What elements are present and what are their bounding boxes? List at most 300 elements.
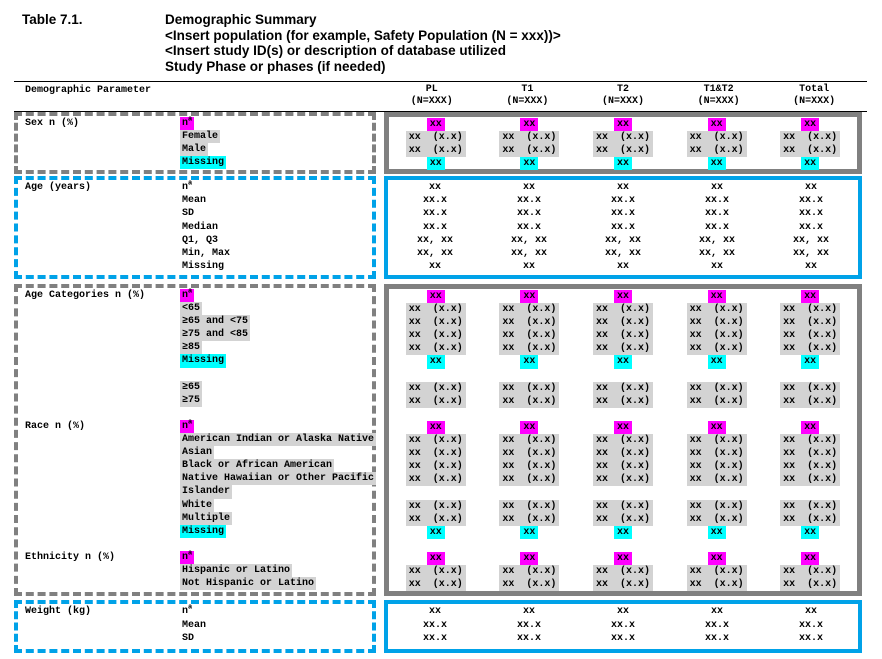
header-top-rule bbox=[14, 81, 867, 82]
data-cell bbox=[389, 421, 483, 434]
data-value: xx (x.x) bbox=[593, 473, 653, 486]
group-label-box bbox=[14, 112, 376, 174]
row-label-text: $n^a$ bbox=[182, 549, 193, 563]
data-cell bbox=[670, 434, 764, 447]
data-cells bbox=[388, 221, 858, 234]
data-cell bbox=[482, 605, 576, 619]
spacer-row bbox=[389, 408, 857, 421]
data-cell bbox=[670, 500, 764, 513]
data-value: xx bbox=[616, 182, 629, 193]
data-value: xx (x.x) bbox=[499, 460, 559, 473]
data-cells bbox=[388, 194, 858, 207]
data-value: xx (x.x) bbox=[687, 382, 747, 395]
data-cell bbox=[483, 329, 577, 342]
table-row bbox=[18, 420, 372, 433]
table-row bbox=[18, 302, 372, 315]
data-cells bbox=[389, 578, 857, 591]
data-cells bbox=[388, 619, 858, 633]
data-value: xx bbox=[804, 606, 817, 617]
data-value: xx, xx bbox=[792, 247, 829, 259]
data-value: xx (x.x) bbox=[687, 342, 747, 355]
row-label-text: ≥65 and <75 bbox=[182, 316, 249, 328]
data-cell bbox=[764, 260, 858, 273]
data-cell bbox=[576, 382, 670, 395]
data-cell bbox=[670, 118, 764, 131]
data-value: xx (x.x) bbox=[780, 131, 840, 144]
group-label: Sex n (%) bbox=[25, 118, 80, 129]
data-value: xx (x.x) bbox=[687, 434, 747, 447]
data-value: xx (x.x) bbox=[687, 565, 747, 578]
column-n-label: (N=XXX) bbox=[697, 96, 740, 107]
title-line: <Insert study ID(s) or description of database utilized bbox=[165, 43, 506, 58]
table-row bbox=[389, 355, 857, 368]
table-row bbox=[389, 447, 857, 460]
data-cell bbox=[576, 434, 670, 447]
data-cell bbox=[763, 290, 857, 303]
table-row bbox=[18, 234, 372, 247]
row-label bbox=[180, 181, 194, 194]
data-value: xx, xx bbox=[698, 247, 735, 259]
data-value: xx, xx bbox=[510, 247, 547, 259]
row-label-text: $n^a$ bbox=[182, 115, 193, 129]
column-n-label: (N=XXX) bbox=[506, 96, 549, 107]
data-cell bbox=[388, 247, 482, 260]
footnote-marker: a bbox=[188, 287, 193, 296]
data-cell bbox=[482, 632, 576, 646]
data-cells bbox=[389, 316, 857, 329]
data-value: xx (x.x) bbox=[593, 447, 653, 460]
row-label bbox=[180, 619, 208, 633]
data-cell bbox=[670, 131, 764, 144]
data-value: xx (x.x) bbox=[780, 473, 840, 486]
data-cells bbox=[389, 421, 857, 434]
data-cell bbox=[763, 329, 857, 342]
data-cell bbox=[764, 632, 858, 646]
data-value: xx (x.x) bbox=[499, 447, 559, 460]
data-cell bbox=[764, 619, 858, 633]
table-row bbox=[388, 221, 858, 234]
table-row bbox=[389, 500, 857, 513]
data-value: xx bbox=[427, 552, 445, 565]
row-label-text: Hispanic or Latino bbox=[182, 564, 291, 576]
data-cell bbox=[670, 552, 764, 565]
data-cell bbox=[763, 131, 857, 144]
data-cells bbox=[388, 234, 858, 247]
footnote-marker: a bbox=[188, 603, 193, 612]
data-cell bbox=[482, 207, 576, 220]
data-cell bbox=[670, 221, 764, 234]
row-label bbox=[180, 459, 334, 472]
data-cell bbox=[576, 234, 670, 247]
data-cell bbox=[389, 434, 483, 447]
data-cell bbox=[389, 447, 483, 460]
data-cell bbox=[670, 619, 764, 633]
data-value: xx.x bbox=[704, 619, 729, 631]
data-value: xx bbox=[428, 182, 441, 193]
row-label bbox=[180, 577, 316, 590]
data-value: xx (x.x) bbox=[687, 131, 747, 144]
treatment-column-header bbox=[766, 84, 862, 108]
table-row bbox=[18, 619, 372, 633]
data-cell bbox=[764, 247, 858, 260]
data-cell bbox=[670, 303, 764, 316]
data-cell bbox=[389, 157, 483, 170]
data-cell bbox=[764, 605, 858, 619]
data-cell bbox=[670, 460, 764, 473]
table-row bbox=[389, 369, 857, 382]
table-row bbox=[18, 207, 372, 220]
row-label-text: SD bbox=[182, 633, 195, 644]
data-cell bbox=[670, 234, 764, 247]
data-value: xx (x.x) bbox=[499, 342, 559, 355]
table-row bbox=[389, 526, 857, 539]
data-value: xx bbox=[428, 261, 441, 273]
column-name: T2 bbox=[616, 84, 629, 95]
treatment-column-header bbox=[480, 84, 576, 108]
table-row bbox=[18, 472, 375, 498]
data-cell bbox=[576, 565, 670, 578]
data-value: xx (x.x) bbox=[687, 460, 747, 473]
data-cell bbox=[483, 460, 577, 473]
row-label bbox=[180, 117, 194, 130]
data-cell bbox=[389, 513, 483, 526]
data-value: xx bbox=[708, 290, 726, 303]
row-label bbox=[180, 551, 194, 564]
data-cell bbox=[482, 234, 576, 247]
data-value: xx bbox=[804, 182, 817, 193]
table-row bbox=[389, 342, 857, 355]
group-data-box bbox=[384, 112, 862, 174]
table-row bbox=[18, 341, 372, 354]
data-cell bbox=[389, 118, 483, 131]
column-name: Total bbox=[799, 84, 830, 95]
row-label bbox=[180, 472, 376, 498]
row-label bbox=[180, 194, 208, 207]
row-label bbox=[180, 354, 226, 367]
data-cell bbox=[764, 207, 858, 220]
row-label-text: ≥65 bbox=[182, 381, 201, 393]
data-value: xx bbox=[804, 261, 817, 273]
row-label-text: Islander bbox=[182, 486, 231, 498]
data-cell bbox=[388, 632, 482, 646]
data-value: xx (x.x) bbox=[499, 382, 559, 395]
row-label-text: Min, Max bbox=[182, 247, 231, 259]
data-cell bbox=[388, 207, 482, 220]
data-value: xx.x bbox=[704, 221, 729, 233]
data-value: xx (x.x) bbox=[687, 316, 747, 329]
table-row bbox=[388, 632, 858, 646]
row-label bbox=[180, 512, 232, 525]
data-value: xx bbox=[427, 118, 445, 131]
data-cells bbox=[389, 144, 857, 157]
data-value: xx (x.x) bbox=[593, 303, 653, 316]
row-label-text: Black or African American bbox=[182, 460, 333, 472]
data-value: xx (x.x) bbox=[406, 303, 466, 316]
data-cell bbox=[670, 526, 764, 539]
data-cell bbox=[389, 342, 483, 355]
data-value: xx bbox=[710, 182, 723, 193]
data-value: xx.x bbox=[516, 633, 541, 644]
group-label: Race n (%) bbox=[25, 420, 86, 432]
footnote-marker: a bbox=[188, 179, 193, 188]
data-cell bbox=[389, 329, 483, 342]
data-cell bbox=[389, 316, 483, 329]
row-label-text: White bbox=[182, 499, 213, 511]
data-cell bbox=[763, 552, 857, 565]
table-row bbox=[388, 207, 858, 220]
data-cells bbox=[389, 447, 857, 460]
table-row bbox=[18, 394, 372, 407]
data-value: xx bbox=[520, 526, 538, 539]
data-cell bbox=[670, 329, 764, 342]
data-cell bbox=[483, 473, 577, 499]
data-cell bbox=[483, 382, 577, 395]
table-row bbox=[18, 328, 372, 341]
data-cell bbox=[388, 619, 482, 633]
table-number: Table 7.1. bbox=[22, 12, 83, 27]
data-cell bbox=[483, 355, 577, 368]
table-row bbox=[388, 605, 858, 619]
data-cell bbox=[764, 181, 858, 194]
data-value: xx bbox=[708, 526, 726, 539]
data-value: xx bbox=[522, 261, 535, 273]
footnote-marker: a bbox=[188, 115, 193, 124]
data-cell bbox=[576, 316, 670, 329]
data-cell bbox=[670, 247, 764, 260]
column-n-label: (N=XXX) bbox=[793, 96, 836, 107]
data-cell bbox=[670, 260, 764, 273]
table-row bbox=[389, 144, 857, 157]
data-value: xx (x.x) bbox=[593, 329, 653, 342]
data-cell bbox=[389, 290, 483, 303]
data-value: xx (x.x) bbox=[780, 382, 840, 395]
data-value: xx bbox=[708, 157, 726, 170]
data-value: xx (x.x) bbox=[687, 395, 747, 408]
data-value: xx (x.x) bbox=[593, 513, 653, 526]
spacer-row bbox=[389, 539, 857, 552]
data-cell bbox=[482, 247, 576, 260]
data-cell bbox=[670, 157, 764, 170]
data-value: xx bbox=[616, 261, 629, 273]
data-value: xx, xx bbox=[510, 234, 547, 246]
data-value: xx, xx bbox=[792, 234, 829, 246]
table-row bbox=[389, 303, 857, 316]
data-value: xx bbox=[710, 261, 723, 273]
data-cell bbox=[576, 157, 670, 170]
table-row bbox=[389, 578, 857, 591]
table-row bbox=[18, 117, 372, 130]
spacer-row bbox=[18, 407, 372, 420]
data-value: xx.x bbox=[422, 633, 447, 644]
data-cell bbox=[763, 565, 857, 578]
data-value: xx bbox=[520, 355, 538, 368]
data-cell bbox=[389, 473, 483, 499]
data-value: xx bbox=[427, 526, 445, 539]
row-label bbox=[180, 328, 250, 341]
data-value: xx.x bbox=[798, 195, 823, 207]
data-value: xx (x.x) bbox=[499, 500, 559, 513]
data-value: xx bbox=[614, 290, 632, 303]
data-cell bbox=[389, 552, 483, 565]
row-label bbox=[180, 446, 214, 459]
data-value: xx (x.x) bbox=[687, 329, 747, 342]
data-value: xx, xx bbox=[698, 234, 735, 246]
data-cell bbox=[388, 181, 482, 194]
data-cell bbox=[389, 395, 483, 408]
data-value: xx (x.x) bbox=[499, 303, 559, 316]
data-cell bbox=[763, 144, 857, 157]
data-cell bbox=[483, 290, 577, 303]
table-row bbox=[18, 221, 372, 234]
data-value: xx (x.x) bbox=[593, 342, 653, 355]
data-cell bbox=[388, 221, 482, 234]
footnote-marker: a bbox=[188, 418, 193, 427]
data-value: xx.x bbox=[422, 221, 447, 233]
row-label bbox=[180, 525, 226, 538]
row-label bbox=[180, 207, 196, 220]
data-value: xx.x bbox=[610, 221, 635, 233]
data-cell bbox=[670, 421, 764, 434]
data-cell bbox=[482, 221, 576, 234]
data-cell bbox=[576, 144, 670, 157]
data-cell bbox=[483, 118, 577, 131]
group-label: Ethnicity n (%) bbox=[25, 551, 116, 563]
row-label-text: Missing bbox=[182, 355, 225, 367]
table-row bbox=[388, 181, 858, 194]
group-data-box bbox=[384, 284, 862, 596]
data-cell bbox=[670, 447, 764, 460]
data-value: xx (x.x) bbox=[780, 460, 840, 473]
data-cell bbox=[763, 434, 857, 447]
data-value: xx bbox=[801, 157, 819, 170]
data-cells bbox=[389, 434, 857, 447]
data-value: xx bbox=[428, 606, 441, 617]
data-value: xx bbox=[427, 157, 445, 170]
row-label-text: Median bbox=[182, 221, 219, 233]
data-cell bbox=[764, 194, 858, 207]
title-line: Demographic Summary bbox=[165, 12, 317, 27]
data-cell bbox=[576, 207, 670, 220]
data-cell bbox=[482, 181, 576, 194]
data-value: xx (x.x) bbox=[406, 316, 466, 329]
data-value: xx (x.x) bbox=[499, 395, 559, 408]
data-value: xx bbox=[801, 552, 819, 565]
data-value: xx bbox=[614, 421, 632, 434]
row-label bbox=[180, 221, 220, 234]
data-value: xx, xx bbox=[604, 247, 641, 259]
data-cell bbox=[763, 578, 857, 591]
data-cell bbox=[483, 552, 577, 565]
row-label bbox=[180, 247, 232, 260]
data-cell bbox=[764, 221, 858, 234]
title-line: Study Phase or phases (if needed) bbox=[165, 58, 386, 74]
data-cell bbox=[576, 447, 670, 460]
data-value: xx (x.x) bbox=[499, 578, 559, 591]
row-label bbox=[180, 341, 202, 354]
group-label-box bbox=[14, 600, 376, 653]
data-cell bbox=[576, 619, 670, 633]
table-row bbox=[18, 260, 372, 273]
table-row bbox=[18, 577, 372, 590]
data-value: xx (x.x) bbox=[687, 447, 747, 460]
data-cell bbox=[483, 342, 577, 355]
data-cells bbox=[389, 382, 857, 395]
data-value: xx (x.x) bbox=[593, 316, 653, 329]
data-cell bbox=[389, 382, 483, 395]
data-value: xx bbox=[520, 118, 538, 131]
data-value: xx (x.x) bbox=[406, 144, 466, 157]
column-n-label: (N=XXX) bbox=[601, 96, 644, 107]
data-value: xx.x bbox=[516, 208, 541, 220]
data-cells bbox=[388, 260, 858, 273]
data-value: xx (x.x) bbox=[593, 434, 653, 447]
table-row bbox=[389, 552, 857, 565]
row-label-text: Asian bbox=[182, 447, 213, 459]
data-value: xx.x bbox=[798, 619, 823, 631]
data-value: xx (x.x) bbox=[499, 434, 559, 447]
data-cell bbox=[482, 619, 576, 633]
title-line: <Insert population (for example, Safety Population (N = xxx))> bbox=[165, 27, 561, 43]
data-value: xx (x.x) bbox=[406, 460, 466, 473]
row-label-text: $n^a$ bbox=[182, 287, 193, 301]
data-value: xx.x bbox=[422, 619, 447, 631]
table-row bbox=[389, 565, 857, 578]
data-value: xx (x.x) bbox=[780, 500, 840, 513]
data-cells bbox=[389, 303, 857, 316]
row-label bbox=[180, 499, 214, 512]
data-cell bbox=[576, 247, 670, 260]
data-value: xx bbox=[520, 552, 538, 565]
row-label-text: Missing bbox=[182, 525, 225, 537]
data-value: xx.x bbox=[610, 633, 635, 644]
data-cell bbox=[763, 395, 857, 408]
row-label bbox=[180, 130, 220, 143]
data-cells bbox=[388, 247, 858, 260]
data-cells bbox=[389, 565, 857, 578]
column-n-label: (N=XXX) bbox=[410, 96, 453, 107]
data-value: xx bbox=[801, 421, 819, 434]
data-cell bbox=[576, 355, 670, 368]
data-cell bbox=[576, 513, 670, 526]
row-label-text: Mean bbox=[182, 619, 207, 631]
data-value: xx (x.x) bbox=[499, 316, 559, 329]
data-value: xx.x bbox=[704, 195, 729, 207]
table-row bbox=[18, 381, 372, 394]
data-value: xx (x.x) bbox=[687, 144, 747, 157]
data-cell bbox=[670, 144, 764, 157]
footnote-marker: a bbox=[188, 549, 193, 558]
row-label bbox=[180, 632, 196, 646]
data-value: xx bbox=[520, 421, 538, 434]
data-cell bbox=[389, 500, 483, 513]
row-label bbox=[180, 315, 250, 328]
table-row bbox=[18, 433, 375, 446]
data-cell bbox=[388, 194, 482, 207]
data-cell bbox=[389, 355, 483, 368]
table-row bbox=[18, 143, 372, 156]
data-value: xx bbox=[801, 355, 819, 368]
data-value: xx (x.x) bbox=[499, 513, 559, 526]
data-value: xx.x bbox=[516, 195, 541, 207]
data-cells bbox=[389, 118, 857, 131]
data-value: xx (x.x) bbox=[780, 434, 840, 447]
spacer-row bbox=[18, 538, 372, 551]
data-value: xx (x.x) bbox=[406, 382, 466, 395]
data-cell bbox=[576, 605, 670, 619]
row-label bbox=[180, 234, 220, 247]
data-value: xx bbox=[708, 421, 726, 434]
data-value: xx (x.x) bbox=[406, 131, 466, 144]
